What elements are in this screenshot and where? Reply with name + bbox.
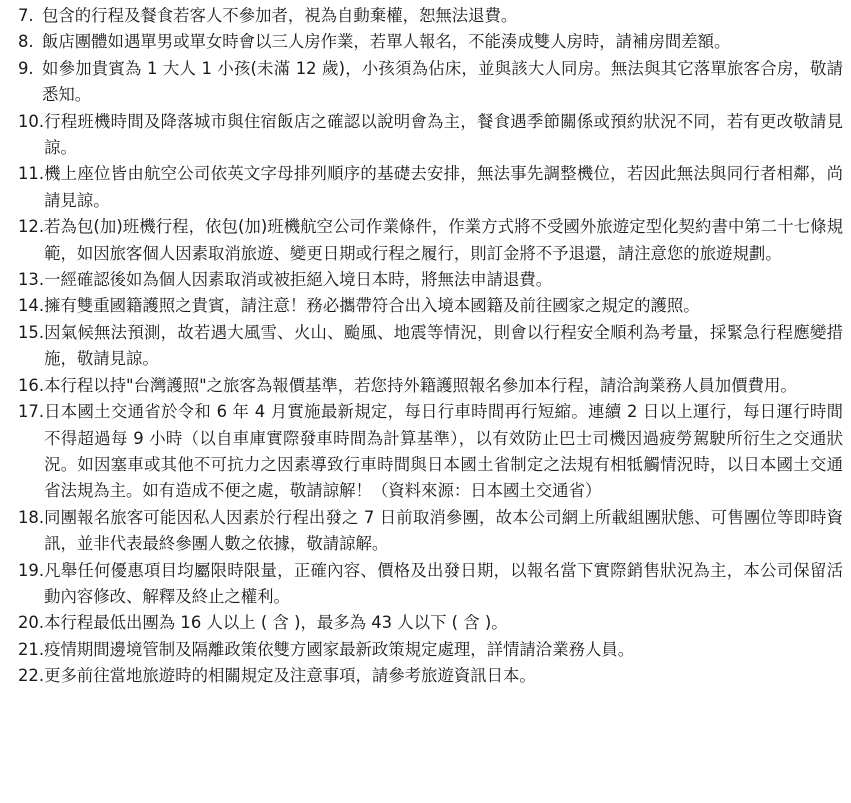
note-number: 22.: [18, 666, 45, 686]
note-number: 14.: [18, 296, 45, 316]
note-item: [0, 293, 851, 319]
note-item: [0, 637, 851, 663]
note-text: 日本國土交通省於令和 6 年 4 月實施最新規定，每日行車時間再行短縮。連續 2 日以上運行，每日運行時間不得超過每 9 小時（以自車庫實際發車時間為計算基準），以有效防止巴士司機因過疲勞駕駛所衍生之交通狀況。如因塞車或其他不可抗力之因素導致行車時間與日本國土省制定之法規有相牴觸情況時，以日本國土交通省法規為主。如有造成不便之處，敬請諒解！（資料來源：日本國土交通省）: [44, 402, 843, 501]
note-item: [0, 109, 851, 162]
note-text: 因氣候無法預測，故若遇大風雪、火山、颱風、地震等情況，則會以行程安全順利為考量，採緊急行程應變措施，敬請見諒。: [44, 322, 843, 369]
note-number: 18.: [18, 507, 45, 527]
note-text: 凡舉任何優惠項目均屬限時限量，正確內容、價格及出發日期，以報名當下實際銷售狀況為主，本公司保留活動內容修改、解釋及終止之權利。: [44, 560, 843, 606]
note-text: 本行程最低出團為 16 人以上 ( 含 )，最多為 43 人以下 ( 含 )。: [44, 613, 508, 633]
note-text: 如參加貴賓為 1 大人 1 小孩(未滿 12 歲)，小孩須為佔床，並與該大人同房。無法與其它落單旅客合房，敬請悉知。: [42, 58, 843, 105]
note-text: 包含的行程及餐食若客人不參加者，視為自動棄權，恕無法退費。: [42, 6, 518, 25]
note-item: [0, 3, 851, 29]
note-number: 10.: [18, 111, 45, 131]
note-number: 8.: [18, 32, 34, 52]
note-text: 同團報名旅客可能因私人因素於行程出發之 7 日前取消參團，故本公司網上所載組團狀態、可售團位等即時資訊，並非代表最終參團人數之依據，敬請諒解。: [44, 507, 843, 554]
note-number: 11.: [18, 164, 45, 184]
note-number: 20.: [18, 613, 45, 633]
note-number: 17.: [18, 402, 45, 422]
note-number: 21.: [18, 639, 45, 659]
note-text: 機上座位皆由航空公司依英文字母排列順序的基礎去安排，無法事先調整機位，若因此無法與同行者相鄰，尚請見諒。: [44, 164, 843, 210]
note-item: [0, 161, 851, 214]
note-item: [0, 399, 851, 505]
note-item: [0, 610, 851, 636]
note-item: [0, 663, 851, 689]
note-text: 擁有雙重國籍護照之貴賓，請注意！務必攜帶符合出入境本國籍及前往國家之規定的護照。: [44, 296, 700, 316]
note-item: [0, 505, 851, 558]
note-text: 一經確認後如為個人因素取消或被拒絕入境日本時，將無法申請退費。: [44, 270, 553, 290]
note-number: 16.: [18, 375, 45, 395]
note-number: 7.: [18, 6, 34, 25]
note-text: 本行程以持"台灣護照"之旅客為報價基準，若您持外籍護照報名參加本行程，請洽詢業務人員加價費用。: [44, 375, 797, 395]
note-number: 12.: [18, 217, 45, 237]
note-text: 疫情期間邊境管制及隔離政策依雙方國家最新政策規定處理，詳情請洽業務人員。: [44, 639, 635, 659]
note-text: 飯店團體如遇單男或單女時會以三人房作業，若單人報名，不能湊成雙人房時，請補房間差額。: [42, 32, 731, 52]
note-item: [0, 214, 851, 267]
note-text: 行程班機時間及降落城市與住宿飯店之確認以說明會為主，餐食遇季節關係或預約狀況不同，若有更改敬請見諒。: [44, 111, 843, 158]
note-text: 若為包(加)班機行程，依包(加)班機航空公司作業條件，作業方式將不受國外旅遊定型化契約書中第二十七條規範，如因旅客個人因素取消旅遊、變更日期或行程之履行，則訂金將不予退還，請注意您的旅遊規劃。: [44, 217, 843, 263]
note-item: [0, 320, 851, 373]
note-item: [0, 29, 851, 55]
note-number: 13.: [18, 270, 45, 290]
note-item: [0, 56, 851, 109]
notes-list: [0, 3, 851, 690]
note-number: 15.: [18, 322, 45, 342]
note-item: [0, 267, 851, 293]
note-item: [0, 373, 851, 399]
note-item: [0, 558, 851, 611]
note-number: 19.: [18, 560, 45, 580]
note-number: 9.: [18, 58, 34, 78]
note-text: 更多前往當地旅遊時的相關規定及注意事項，請參考旅遊資訊日本。: [44, 666, 536, 686]
